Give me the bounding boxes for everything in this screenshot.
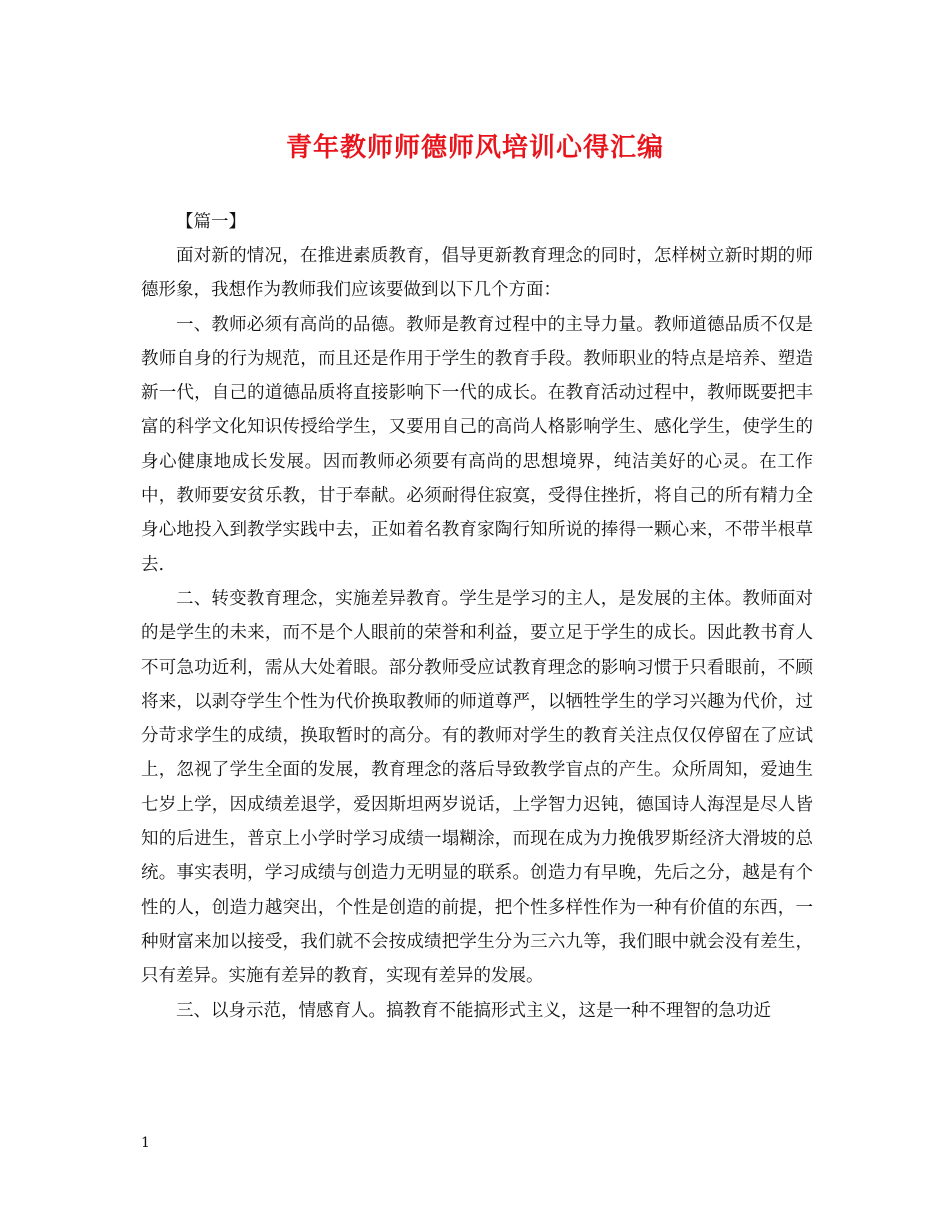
paragraph-point-three: 三、以身示范，情感育人。搞教育不能搞形式主义，这是一种不理智的急功近 [176,1000,771,1021]
document-body [141,205,813,1028]
paragraph-intro: 面对新的情况，在推进素质教育，倡导更新教育理念的同时，怎样树立新时期的师德形象，我想作为教师我们应该要做到以下几个方面： [141,246,813,301]
paragraph-point-one: 一、教师必须有高尚的品德。教师是教育过程中的主导力量。教师道德品质不仅是教师自身的行为规范，而且还是作用于学生的教育手段。教师职业的特点是培养、塑造新一代，自己的道德品质将直接影响下一代的成长。在教育活动过程中，教师既要把丰富的科学文化知识传授给学生，又要用自己的高尚人格影响学生、感化学生，使学生的身心健康地成长发展。因而教师必须要有高尚的思想境界，纯洁美好的心灵。在工作中，教师要安贫乐教，甘于奉献。必须耐得住寂寞，受得住挫折，将自己的所有精力全身心地投入到教学实践中去，正如着名教育家陶行知所说的捧得一颗心来，不带半根草去. [141,314,813,575]
document-title: 青年教师师德师风培训心得汇编 [285,133,664,163]
paragraph-point-two: 二、转变教育理念，实施差异教育。学生是学习的主人，是发展的主体。教师面对的是学生的未来，而不是个人眼前的荣誉和利益，要立足于学生的成长。因此教书育人不可急功近利，需从大处着眼。部分教师受应试教育理念的影响习惯于只看眼前，不顾将来，以剥夺学生个性为代价换取教师的师道尊严，以牺牲学生的学习兴趣为代价，过分苛求学生的成绩，换取暂时的高分。有的教师对学生的教育关注点仅仅停留在了应试上，忽视了学生全面的发展，教育理念的落后导致教学盲点的产生。众所周知，爱迪生七岁上学，因成绩差退学，爱因斯坦两岁说话，上学智力迟钝，德国诗人海涅是尽人皆知的后进生，普京上小学时学习成绩一塌糊涂，而现在成为力挽俄罗斯经济大滑坡的总统。事实表明，学习成绩与创造力无明显的联系。创造力有早晚，先后之分，越是有个性的人，创造力越突出，个性是创造的前提，把个性多样性作为一种有价值的东西，一种财富来加以接受，我们就不会按成绩把学生分为三六九等，我们眼中就会没有差生，只有差异。实施有差异的教育，实现有差异的发展。 [141,588,813,987]
page-number: 1 [141,1135,150,1151]
section-label: 【篇一】 [176,212,246,232]
